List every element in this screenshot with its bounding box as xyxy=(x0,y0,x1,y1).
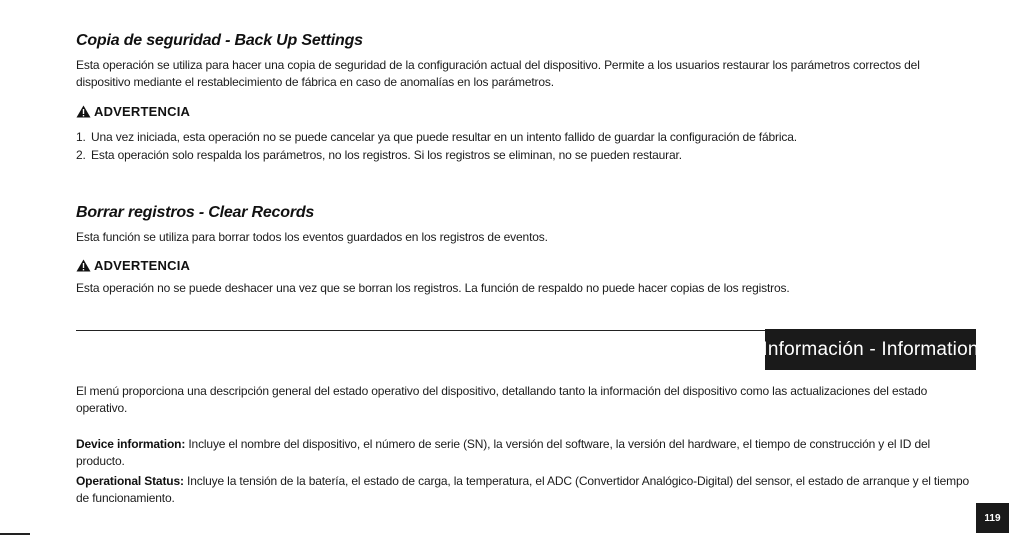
device-information-text: Incluye el nombre del dispositivo, el número de serie (SN), la versión del software, la versión del hardware, el tiempo de construcción y el ID del producto. xyxy=(76,437,931,468)
backup-heading: Copia de seguridad - Back Up Settings xyxy=(76,32,363,49)
page-number: 119 xyxy=(976,503,1009,533)
operational-status-label: Operational Status: xyxy=(76,474,184,488)
backup-description: Esta operación se utiliza para hacer una copia de seguridad de la configuración actual del dispositivo. Permite a los usuarios restaurar los parámetros correctos del dispositivo mediante el restablecimiento de fábrica en caso de anomalías en los parámetros. xyxy=(76,58,920,89)
device-information-paragraph xyxy=(76,436,971,470)
backup-warning-title xyxy=(76,104,190,119)
clear-description: Esta función se utiliza para borrar todos los eventos guardados en los registros de eventos. xyxy=(76,230,548,244)
bottom-edge-line xyxy=(0,533,30,535)
clear-warning-text: Esta operación no se puede deshacer una vez que se borran los registros. La función de respaldo no puede hacer copias de los registros. xyxy=(76,281,790,295)
list-item-text: Una vez iniciada, esta operación no se puede cancelar ya que puede resultar en un intento fallido de guardar la configuración de fábrica. xyxy=(91,130,797,144)
operational-status-paragraph xyxy=(76,473,981,507)
clear-warning-title xyxy=(76,258,190,273)
list-item xyxy=(76,128,797,146)
operational-status-text: Incluye la tensión de la batería, el estado de carga, la temperatura, el ADC (Convertidor Analógico-Digital) del sensor, el estado de arranque y el tiempo de funcionamiento. xyxy=(76,474,970,505)
list-item-number: 2. xyxy=(76,148,86,162)
information-intro: El menú proporciona una descripción general del estado operativo del dispositivo, detallando tanto la información del dispositivo como las actualizaciones del estado operativo. xyxy=(76,384,928,415)
list-item xyxy=(76,146,797,164)
device-information-label: Device information: xyxy=(76,437,186,451)
warning-triangle-icon xyxy=(76,259,91,272)
section-divider xyxy=(76,330,766,331)
backup-warning-list xyxy=(76,128,797,164)
clear-heading: Borrar registros - Clear Records xyxy=(76,204,315,221)
warning-triangle-icon xyxy=(76,105,91,118)
warning-label: ADVERTENCIA xyxy=(94,104,191,119)
list-item-number: 1. xyxy=(76,130,86,144)
warning-label: ADVERTENCIA xyxy=(94,258,191,273)
list-item-text: Esta operación solo respalda los parámetros, no los registros. Si los registros se eliminan, no se pueden restaurar. xyxy=(91,148,682,162)
information-banner: Información - Information xyxy=(765,329,976,370)
